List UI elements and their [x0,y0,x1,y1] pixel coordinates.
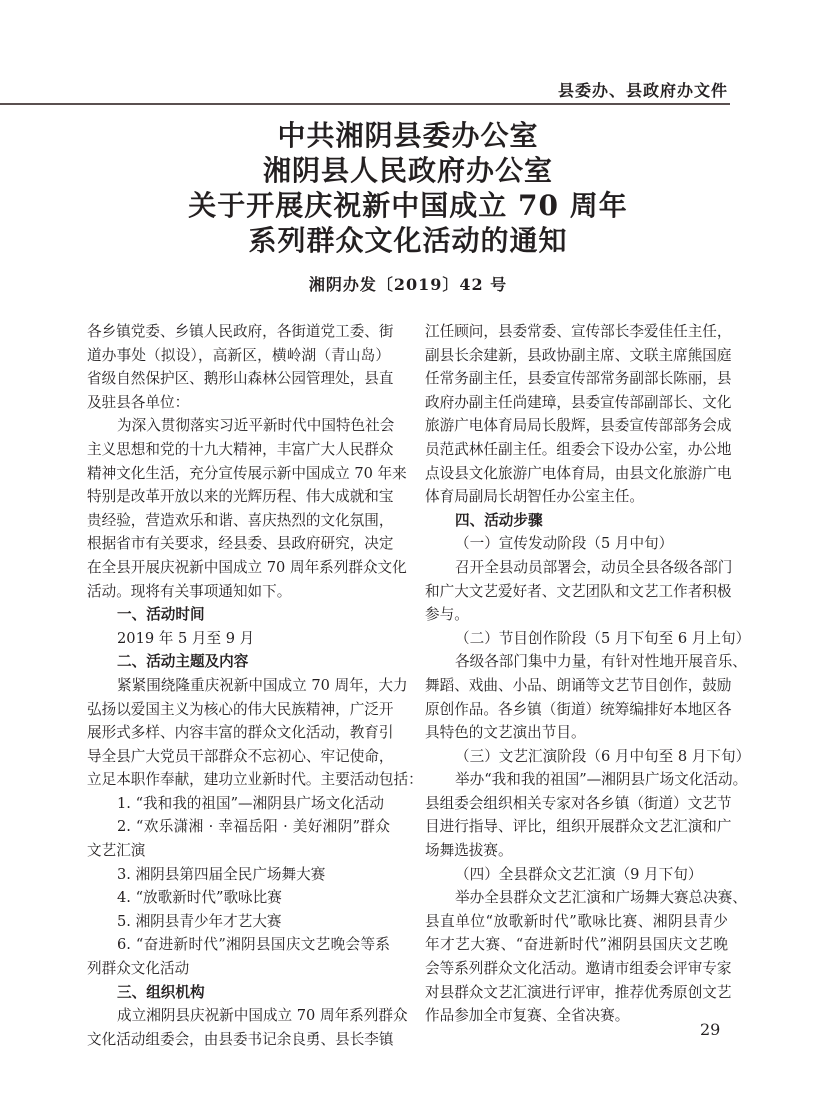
paragraph-line: 特别是改革开放以来的光辉历程、伟大成就和宝 [87,488,394,506]
paragraph-line: 为深入贯彻落实习近平新时代中国特色社会 [117,417,395,435]
paragraph-line: 副县长余建新，县政协副主席、文联主席熊国庭 [425,346,732,364]
paragraph-line: 2019 年 5 月至 9 月 [117,629,255,647]
paragraph-line: 参与。 [425,606,469,624]
paragraph-line: 在全县开展庆祝新中国成立 70 周年系列群众文化 [87,558,407,576]
paragraph-line: 举办“我和我的祖国”—湘阴县广场文化活动。 [455,771,748,789]
paragraph-line: 对县群众文艺汇演进行评审，推荐优秀原创文艺 [425,983,732,1001]
paragraph-line: 员范武林任副主任。组委会下设办公室，办公地 [425,440,732,458]
paragraph-line: 6. “奋进新时代”湘阴县国庆文艺晚会等系 [117,936,390,954]
paragraph-line: 点设县文化旅游广电体育局，由县文化旅游广电 [425,464,732,482]
paragraph-line: 及驻县各单位： [87,393,190,411]
paragraph-line: 作品参加全市复赛、全省决赛。 [425,1007,630,1025]
paragraph-line: 立足本职作奉献，建功立业新时代。主要活动包括： [87,771,423,789]
section-heading: 二、活动主题及内容 [117,653,249,671]
header-rule [0,103,730,105]
paragraph-line: 场舞选拔赛。 [425,842,513,860]
paragraph-line: （四）全县群众文艺汇演（9 月下旬） [455,865,703,883]
paragraph-line: 紧紧围绕隆重庆祝新中国成立 70 周年，大力 [117,676,408,694]
paragraph-line: 会等系列群众文化活动。邀请市组委会评审专家 [425,960,732,978]
paragraph-line: 省级自然保护区、鹅形山森林公园管理处，县直 [87,370,394,388]
paragraph-line: 5. 湘阴县青少年才艺大赛 [117,912,282,930]
paragraph-line: 列群众文化活动 [87,960,190,978]
paragraph-line: （一）宣传发动阶段（5 月中旬） [455,535,674,553]
paragraph-line: 展形式多样、内容丰富的群众文化活动，教育引 [87,724,394,742]
title-line: 系列群众文化活动的通知 [248,224,568,257]
paragraph-line: 2. “欢乐潇湘 · 幸福岳阳 · 美好湘阴”群众 [117,818,390,836]
document-title [0,118,816,258]
page-number: 29 [700,1020,721,1039]
section-heading: 三、组织机构 [117,983,205,1001]
paragraph-line: 活动。现将有关事项通知如下。 [87,582,292,600]
paragraph-line: 江任顾问，县委常委、宣传部长李爱佳任主任， [425,323,732,340]
paragraph-line: 贵经验，营造欢乐和谐、喜庆热烈的文化氛围， [87,511,394,529]
paragraph-line: 道办事处（拟设），高新区，横岭湖（青山岛） [87,346,390,364]
paragraph-line: 旅游广电体育局局长殷辉，县委宣传部部务会成 [425,417,732,435]
paragraph-line: 主义思想和党的十九大精神，丰富广大人民群众 [87,440,394,458]
paragraph-line: 文艺汇演 [87,842,146,860]
paragraph-line: 政府办副主任尚建璋，县委宣传部副部长、文化 [425,393,732,411]
paragraph-line: 任常务副主任，县委宣传部常务副部长陈丽，县 [425,370,732,388]
title-line: 关于开展庆祝新中国成立 70 周年 [188,189,628,222]
right-column [425,320,751,1028]
paragraph-line: 年才艺大赛、“奋进新时代”湘阴县国庆文艺晚 [425,936,728,954]
paragraph-line: 4. “放歌新时代”歌咏比赛 [117,889,282,907]
left-column [87,320,423,1051]
paragraph-line: 举办全县群众文艺汇演和广场舞大赛总决赛、 [455,889,747,907]
paragraph-line: 县直单位“放歌新时代”歌咏比赛、湘阴县青少 [425,912,728,930]
paragraph-line: 体育局副局长胡智任办公室主任。 [425,488,644,506]
title-line: 湘阴县人民政府办公室 [262,154,553,187]
paragraph-line: 具特色的文艺演出节目。 [425,724,586,742]
section-heading: 四、活动步骤 [455,511,543,529]
paragraph-line: 3. 湘阴县第四届全民广场舞大赛 [117,865,326,883]
paragraph-line: （二）节目创作阶段（5 月下旬至 6 月上旬） [455,629,751,647]
paragraph-line: 1. “我和我的祖国”—湘阴县广场文化活动 [117,794,384,812]
paragraph-line: 各乡镇党委、乡镇人民政府，各街道党工委、街 [87,323,394,340]
paragraph-line: 成立湘阴县庆祝新中国成立 70 周年系列群众 [117,1007,408,1025]
section-heading: 一、活动时间 [117,606,205,624]
paragraph-line: 舞蹈、戏曲、小品、朗诵等文艺节目创作，鼓励 [425,676,732,694]
title-line: 中共湘阴县委办公室 [277,119,539,152]
paragraph-line: 精神文化生活，充分宣传展示新中国成立 70 年来 [87,464,407,482]
paragraph-line: 召开全县动员部署会，动员全县各级各部门 [455,558,733,576]
paragraph-line: 导全县广大党员干部群众不忘初心、牢记使命， [87,747,394,765]
paragraph-line: 目进行指导、评比，组织开展群众文艺汇演和广 [425,818,732,836]
paragraph-line: 根据省市有关要求，经县委、县政府研究，决定 [87,535,394,553]
paragraph-line: 弘扬以爱国主义为核心的伟大民族精神，广泛开 [87,700,394,718]
paragraph-line: 原创作品。各乡镇（街道）统筹编排好本地区各 [425,700,732,718]
document-number: 湘阴办发〔2019〕42 号 [308,275,508,294]
paragraph-line: 县组委会组织相关专家对各乡镇（街道）文艺节 [425,794,732,812]
paragraph-line: 文化活动组委会，由县委书记余良勇、县长李镇 [87,1030,394,1048]
paragraph-line: 和广大文艺爱好者、文艺团队和文艺工作者积极 [425,582,732,600]
paragraph-line: 各级各部门集中力量，有针对性地开展音乐、 [455,653,747,671]
running-head: 县委办、县政府办文件 [557,81,728,100]
paragraph-line: （三）文艺汇演阶段（6 月中旬至 8 月下旬） [455,747,751,765]
